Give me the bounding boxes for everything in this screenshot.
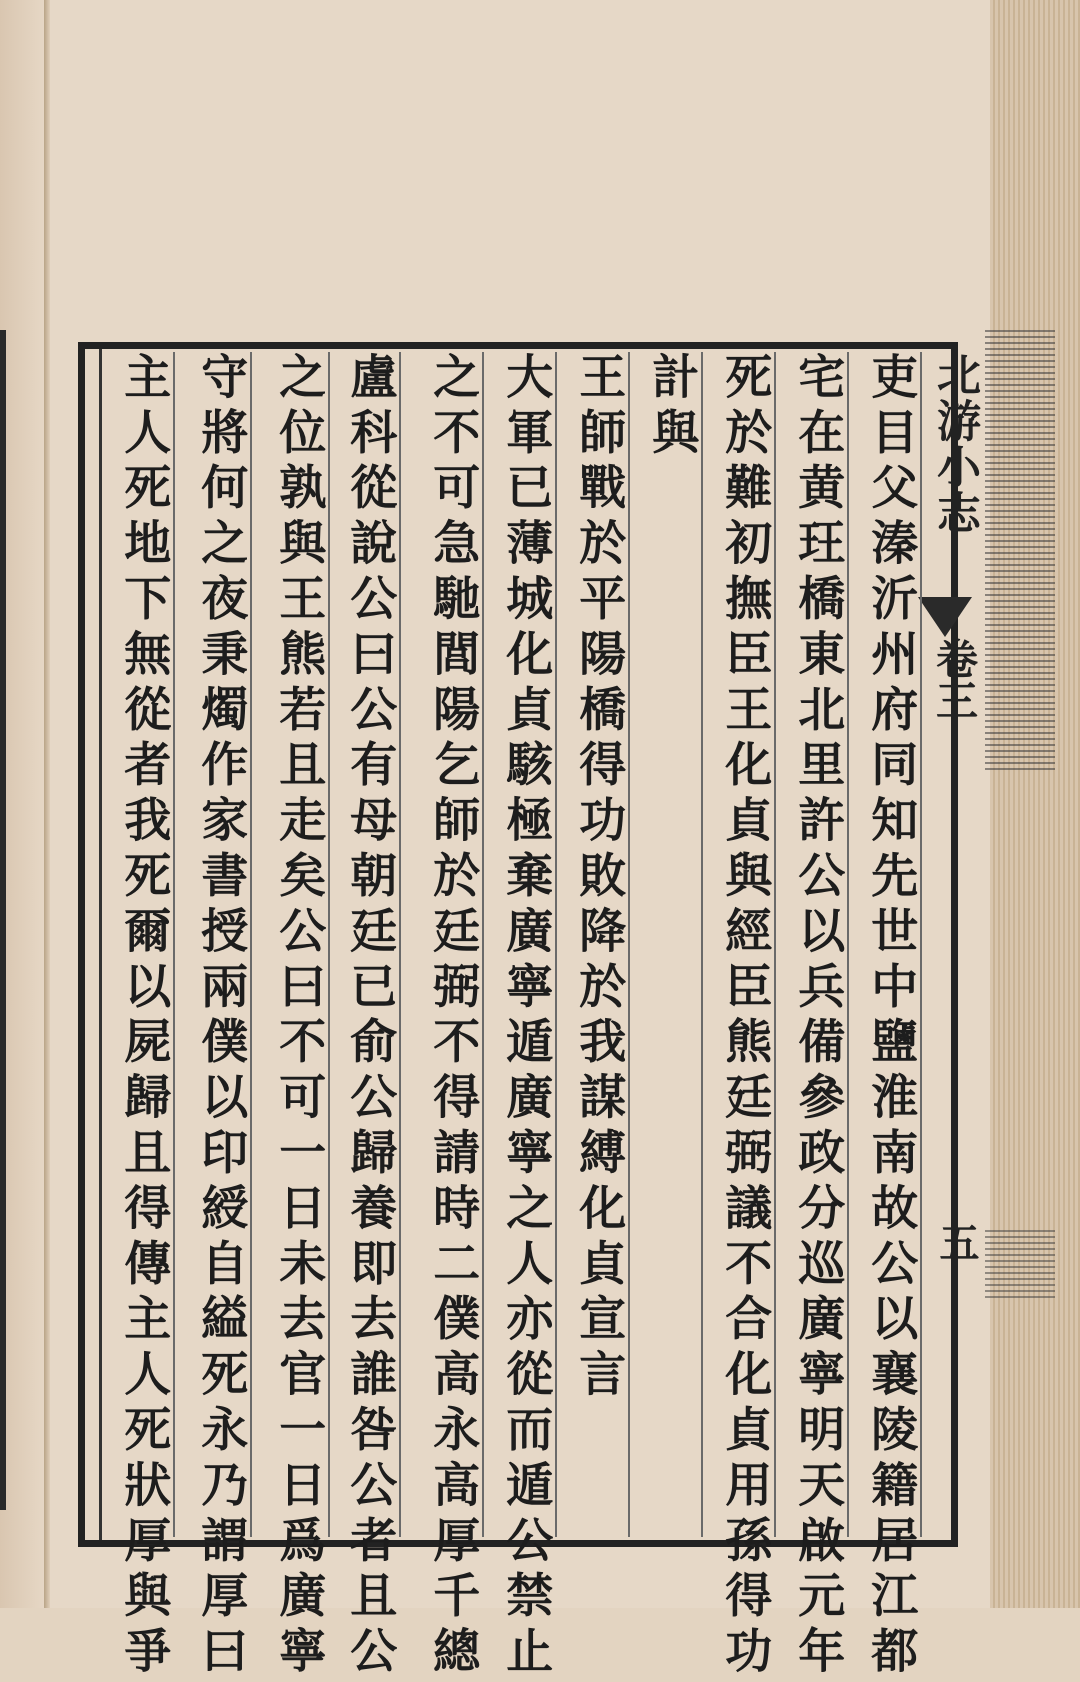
column-text: 之位孰與王熊若且走矣公曰不可一日未去官一日爲廣寧 <box>271 352 327 1682</box>
left-page-border-rule <box>0 330 6 1510</box>
page-margin-heading <box>918 352 980 1537</box>
column-text: 大軍已薄城化貞駭極棄廣寧遁廣寧之人亦從而遁公禁止 <box>498 352 554 1682</box>
column-text: 宅在黄玨橋東北里許公以兵備參政分巡廣寧明天啟元年 <box>790 352 846 1682</box>
text-column-6 <box>495 352 557 1682</box>
text-column-2 <box>787 352 849 1682</box>
left-page-edge <box>0 0 46 1608</box>
column-text: 死於難初撫臣王化貞與經臣熊廷弼議不合化貞用孫得功 <box>717 352 773 1682</box>
column-text: 計與 <box>644 352 700 463</box>
column-text: 吏目父溱沂州府同知先世中鹽淮南故公以襄陵籍居江都 <box>863 352 919 1682</box>
ink-bleed-edge <box>985 330 1055 770</box>
text-column-3 <box>714 352 776 1682</box>
book-title: 北游小志 <box>929 352 980 536</box>
text-column-7 <box>422 352 484 1682</box>
text-column-4 <box>641 352 703 1537</box>
ink-bleed-edge-lower <box>985 1230 1055 1300</box>
text-column-1 <box>860 352 922 1682</box>
text-column-9 <box>268 352 330 1682</box>
column-text: 之不可急馳閭陽乞師於廷弼不得請時二僕高永高厚千總 <box>425 352 481 1682</box>
column-text: 盧科從說公曰公有母朝廷已俞公歸養即去誰咎公者且公 <box>342 352 398 1682</box>
text-column-10 <box>190 352 252 1682</box>
text-column-5 <box>568 352 630 1537</box>
page-number: 五 <box>933 1222 980 1262</box>
fish-tail-mark-icon <box>918 597 972 637</box>
text-column-8 <box>339 352 401 1682</box>
column-text: 守將何之夜秉燭作家書授兩僕以印綬自縊死永乃謂厚曰 <box>193 352 249 1682</box>
column-text: 主人死地下無從者我死爾以屍歸且得傳主人死狀厚與爭 <box>116 352 172 1682</box>
volume-label: 卷三 <box>930 637 979 721</box>
stacked-page-edges <box>990 0 1080 1608</box>
column-text: 王師戰於平陽橋得功敗降於我謀縛化貞宣言 <box>571 352 627 1405</box>
text-column-11 <box>113 352 175 1682</box>
